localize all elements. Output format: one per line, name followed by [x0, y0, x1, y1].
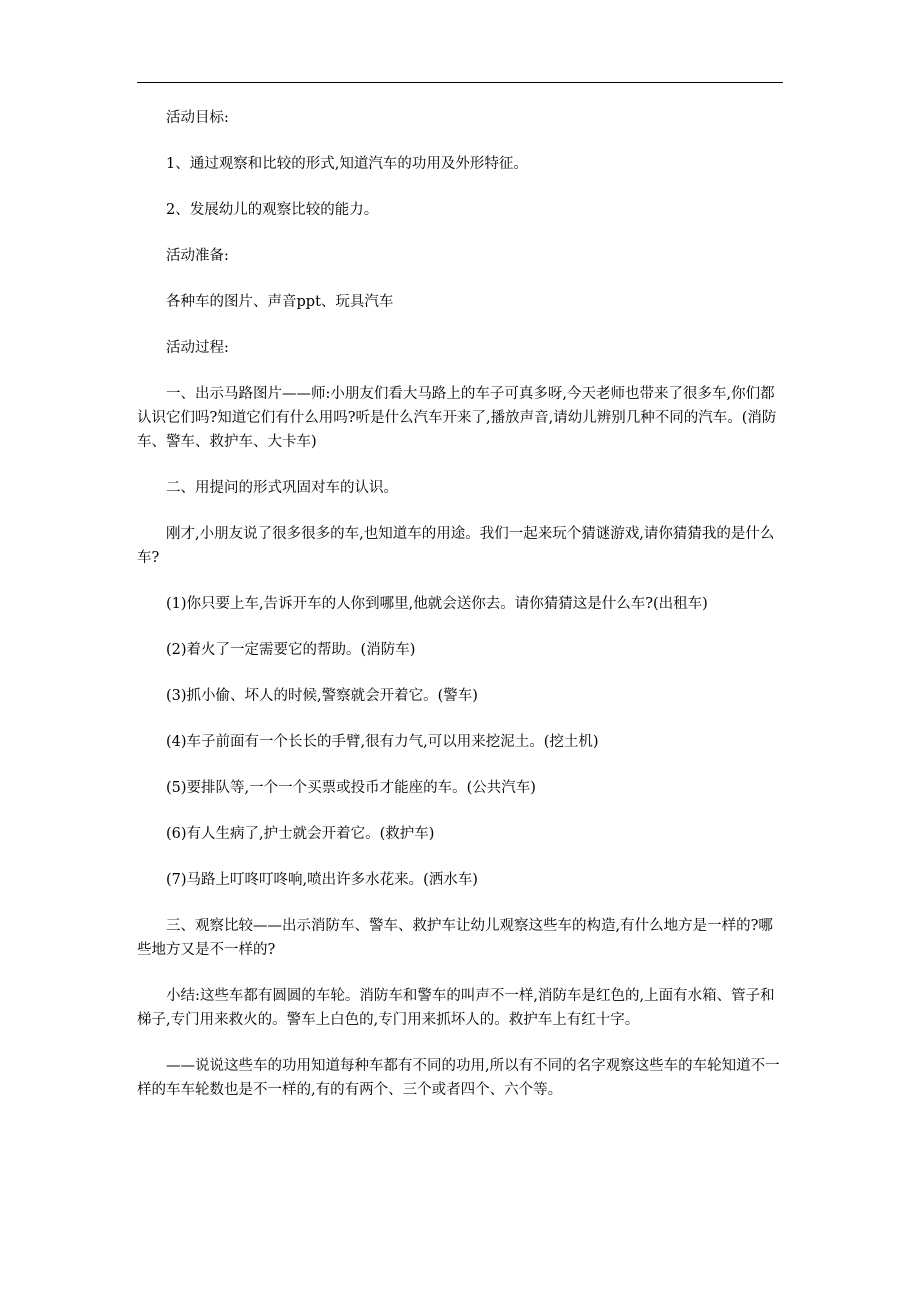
riddle-item-7: (7)马路上叮咚叮咚响,喷出许多水花来。(洒水车): [166, 872, 478, 888]
section-heading-goals: 活动目标:: [166, 110, 229, 126]
goal-item-2: 2、发展幼儿的观察比较的能力。: [166, 202, 379, 218]
goal-item-1: 1、通过观察和比较的形式,知道汽车的功用及外形特征。: [166, 156, 528, 172]
process-step-3: 三、观察比较——出示消防车、警车、救护车让幼儿观察这些车的构造,有什么地方是一样的?哪些地方又是不一样的?: [137, 918, 773, 958]
riddle-item-4: (4)车子前面有一个长长的手臂,很有力气,可以用来挖泥土。(挖土机): [166, 734, 599, 750]
riddle-item-1: (1)你只要上车,告诉开车的人你到哪里,他就会送你去。请你猜猜这是什么车?(出租车): [166, 596, 708, 612]
riddle-item-3: (3)抓小偷、坏人的时候,警察就会开着它。(警车): [166, 688, 478, 704]
document-body: [137, 106, 783, 1124]
riddle-item-6: (6)有人生病了,护士就会开着它。(救护车): [166, 826, 435, 842]
header-rule: [137, 82, 783, 83]
process-step-2: 二、用提问的形式巩固对车的认识。: [166, 480, 398, 496]
summary-text: 小结:这些车都有圆圆的车轮。消防车和警车的叫声不一样,消防车是红色的,上面有水箱、管子和梯子,专门用来救火的。警车上白色的,专门用来抓坏人的。救护车上有红十字。: [137, 988, 775, 1028]
section-heading-preparation: 活动准备:: [166, 248, 229, 264]
section-heading-process: 活动过程:: [166, 340, 229, 356]
riddle-intro: 刚才,小朋友说了很多很多的车,也知道车的用途。我们一起来玩个猜谜游戏,请你猜猜我的是什么车?: [137, 526, 775, 566]
process-step-1: 一、出示马路图片——师:小朋友们看大马路上的车子可真多呀,今天老师也带来了很多车,你们都认识它们吗?知道它们有什么用吗?听是什么汽车开来了,播放声音,请幼儿辨别几种不同的汽车。(消防车、警车、救护车、大卡车): [137, 386, 777, 450]
preparation-text: 各种车的图片、声音ppt、玩具汽车: [166, 294, 394, 310]
closing-text: ——说说这些车的功用知道每种车都有不同的功用,所以有不同的名字观察这些车的车轮知道不一样的车车轮数也是不一样的,有的有两个、三个或者四个、六个等。: [137, 1058, 780, 1098]
riddle-item-5: (5)要排队等,一个一个买票或投币才能座的车。(公共汽车): [166, 780, 536, 796]
riddle-item-2: (2)着火了一定需要它的帮助。(消防车): [166, 642, 416, 658]
